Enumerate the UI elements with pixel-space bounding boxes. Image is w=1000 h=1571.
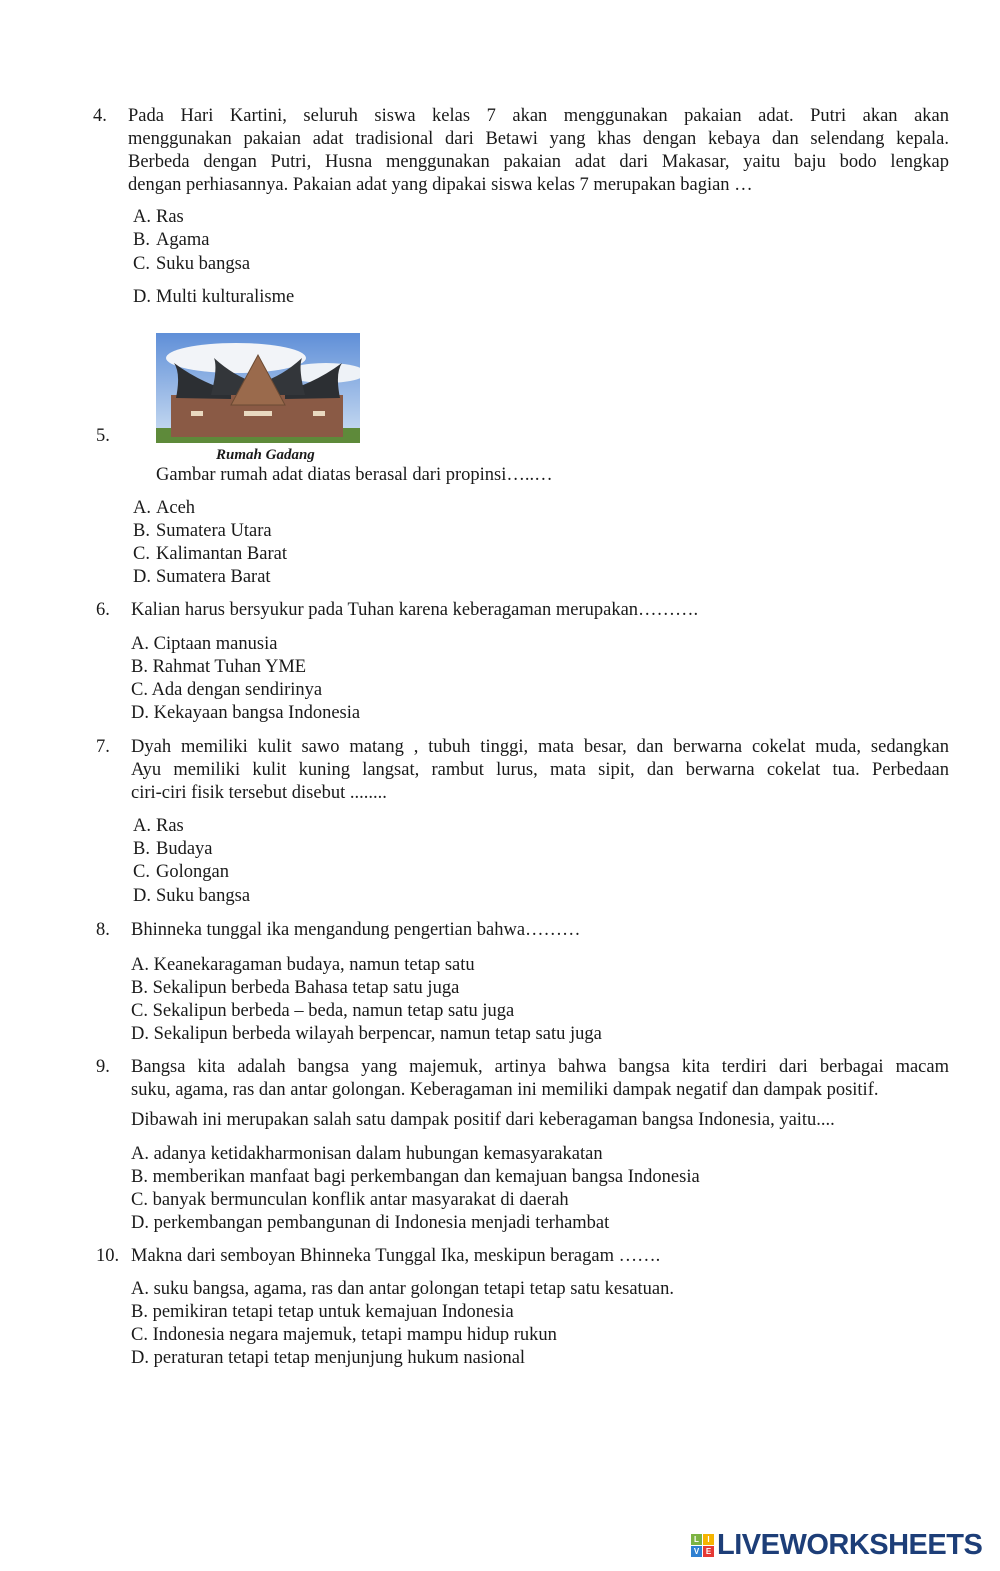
option-text[interactable]: Aceh	[156, 498, 196, 518]
question-text: Pada Hari Kartini, seluruh siswa kelas 7 akan menggunakan pakaian adat. Putri akan akan	[128, 106, 949, 126]
option[interactable]: D. Sekalipun berbeda wilayah berpencar, namun tetap satu juga	[131, 1024, 602, 1044]
option[interactable]: A. Ciptaan manusia	[131, 634, 278, 654]
option-letter: D.	[133, 287, 151, 307]
question-text: Gambar rumah adat diatas berasal dari propinsi…..…	[156, 465, 553, 485]
option-letter: D.	[133, 567, 151, 587]
option-letter: A.	[133, 498, 151, 518]
logo-text: LIVEWORKSHEETS	[717, 1529, 983, 1561]
question-text: Bhinneka tunggal ika mengandung pengertian bahwa………	[131, 920, 581, 940]
question-text: dengan perhiasannya. Pakaian adat yang dipakai siswa kelas 7 merupakan bagian …	[128, 175, 753, 195]
option-text[interactable]: Multi kulturalisme	[156, 287, 295, 307]
option-text[interactable]: Agama	[156, 230, 210, 250]
image-caption: Rumah Gadang	[216, 447, 315, 463]
question-text: Bangsa kita adalah bangsa yang majemuk, artinya bahwa bangsa kita terdiri dari berbagai macam	[131, 1057, 949, 1077]
option[interactable]: C. banyak bermunculan konflik antar masyarakat di daerah	[131, 1190, 569, 1210]
option[interactable]: D. peraturan tetapi tetap menjunjung hukum nasional	[131, 1348, 526, 1368]
question-number: 4.	[93, 106, 107, 126]
option-text[interactable]: Suku bangsa	[156, 886, 251, 906]
option-letter: B.	[133, 230, 150, 250]
question-text: Dibawah ini merupakan salah satu dampak positif dari keberagaman bangsa Indonesia, yaitu....	[131, 1110, 835, 1130]
question-number: 5.	[96, 426, 110, 446]
option[interactable]: A. adanya ketidakharmonisan dalam hubungan kemasyarakatan	[131, 1144, 603, 1164]
option[interactable]: B. Sekalipun berbeda Bahasa tetap satu juga	[131, 978, 460, 998]
question-text: suku, agama, ras dan antar golongan. Keberagaman ini memiliki dampak negatif dan dampak positif.	[131, 1080, 879, 1100]
option-text[interactable]: Golongan	[156, 862, 229, 882]
option[interactable]: D. Kekayaan bangsa Indonesia	[131, 703, 361, 723]
rumah-gadang-image	[156, 333, 360, 443]
option[interactable]: C. Indonesia negara majemuk, tetapi mampu hidup rukun	[131, 1325, 557, 1345]
question-text: Kalian harus bersyukur pada Tuhan karena keberagaman merupakan……….	[131, 600, 699, 620]
option-letter: A.	[133, 816, 151, 836]
option[interactable]: C. Ada dengan sendirinya	[131, 680, 323, 700]
option-text[interactable]: Suku bangsa	[156, 254, 251, 274]
question-text: Berbeda dengan Putri, Husna menggunakan pakaian adat dari Makasar, yaitu baju bodo lengkap	[128, 152, 949, 172]
option[interactable]: B. memberikan manfaat bagi perkembangan dan kemajuan bangsa Indonesia	[131, 1167, 700, 1187]
option[interactable]: D. perkembangan pembangunan di Indonesia menjadi terhambat	[131, 1213, 610, 1233]
question-text: menggunakan pakaian adat tradisional dari Betawi yang khas dengan kebaya dan selendang kepala.	[128, 129, 949, 149]
question-number: 7.	[96, 737, 110, 757]
question-text: Ayu memiliki kulit kuning langsat, rambut lurus, mata sipit, dan berwarna cokelat tua. Perbedaan	[131, 760, 949, 780]
option-text[interactable]: Sumatera Utara	[156, 521, 272, 541]
option-letter: C.	[133, 544, 150, 564]
question-number: 10.	[96, 1246, 120, 1266]
option[interactable]: A. Keanekaragaman budaya, namun tetap satu	[131, 955, 475, 975]
question-number: 9.	[96, 1057, 110, 1077]
option-text[interactable]: Sumatera Barat	[156, 567, 271, 587]
option-letter: B.	[133, 521, 150, 541]
option-letter: A.	[133, 207, 151, 227]
question-number: 8.	[96, 920, 110, 940]
question-text: ciri-ciri fisik tersebut disebut ........	[131, 783, 387, 803]
option-text[interactable]: Kalimantan Barat	[156, 544, 287, 564]
option[interactable]: B. Rahmat Tuhan YME	[131, 657, 307, 677]
option-text[interactable]: Ras	[156, 816, 184, 836]
option[interactable]: B. pemikiran tetapi tetap untuk kemajuan Indonesia	[131, 1302, 514, 1322]
option-letter: C.	[133, 254, 150, 274]
logo-tiles-icon: L I V E	[691, 1534, 714, 1557]
option-text[interactable]: Ras	[156, 207, 184, 227]
option-letter: B.	[133, 839, 150, 859]
option-text[interactable]: Budaya	[156, 839, 213, 859]
option[interactable]: A. suku bangsa, agama, ras dan antar golongan tetapi tetap satu kesatuan.	[131, 1279, 675, 1299]
option[interactable]: C. Sekalipun berbeda – beda, namun tetap satu juga	[131, 1001, 515, 1021]
option-letter: C.	[133, 862, 150, 882]
question-text: Makna dari semboyan Bhinneka Tunggal Ika, meskipun beragam …….	[131, 1246, 661, 1266]
question-text: Dyah memiliki kulit sawo matang , tubuh tinggi, mata besar, dan berwarna cokelat muda, sedangkan	[131, 737, 949, 757]
option-letter: D.	[133, 886, 151, 906]
question-number: 6.	[96, 600, 110, 620]
liveworksheets-logo	[691, 1529, 982, 1562]
